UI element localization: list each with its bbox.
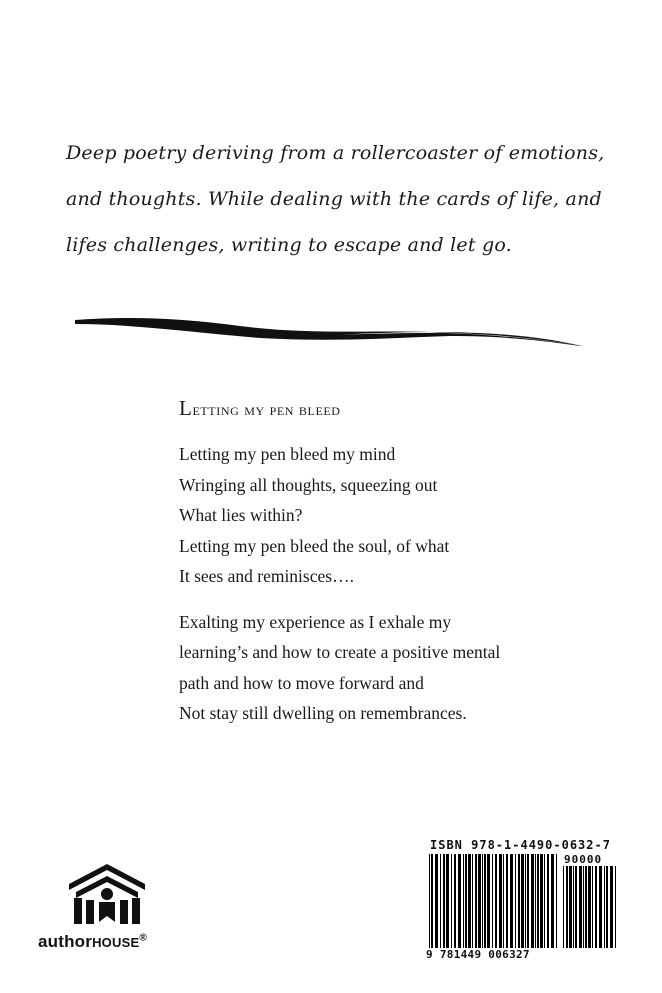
isbn-barcode <box>424 836 638 966</box>
barcode-bar <box>454 854 456 948</box>
publisher-name-a: author <box>38 932 93 951</box>
barcode-bar <box>468 854 471 948</box>
poem-title-rest: etting my pen bleed <box>192 400 341 419</box>
barcode-bar <box>588 866 591 948</box>
barcode-bar <box>595 866 597 948</box>
barcode-bar <box>482 854 483 948</box>
barcode-bar <box>525 854 526 948</box>
barcode-bar <box>537 854 539 948</box>
barcode-bar <box>599 866 602 948</box>
barcode-bar <box>547 854 549 948</box>
price-addon-number: 90000 <box>564 853 603 866</box>
barcode-bar <box>463 854 464 948</box>
barcode-bar <box>563 866 564 948</box>
barcode-bar <box>535 854 536 948</box>
barcode-bar <box>499 854 502 948</box>
publisher-name-b: HOUSE <box>92 935 140 950</box>
barcode-bar <box>531 854 534 948</box>
barcode-bar <box>544 854 545 948</box>
barcode-bar <box>604 866 605 948</box>
barcode-bar <box>435 854 438 948</box>
poem-line: path and how to move forward and <box>179 672 424 693</box>
barcode-bar <box>495 854 497 948</box>
barcode-bar <box>606 866 608 948</box>
barcode-bar <box>515 854 516 948</box>
barcode-bar <box>492 854 493 948</box>
barcode-bar <box>446 854 449 948</box>
poem-line: Exalting my experience as I exhale my <box>179 611 452 632</box>
poem-title-initial: L <box>179 396 193 420</box>
barcode-bar <box>429 854 430 948</box>
poem-line: learning’s and how to create a positive mental <box>179 642 501 662</box>
barcode-bar <box>521 854 524 948</box>
blurb-line: and thoughts. While dealing with the cards of life, and <box>66 188 602 210</box>
ean-barcode-bars <box>428 854 560 948</box>
barcode-bar <box>465 854 467 948</box>
isbn-number: ISBN 978-1-4490-0632-7 <box>430 838 611 852</box>
addon-barcode-bars <box>562 866 618 948</box>
blurb-line: Deep poetry deriving from a rollercoaster of emotions, <box>66 142 605 164</box>
poem-line: It sees and reminisces…. <box>179 566 354 586</box>
blurb-line: lifes challenges, writing to escape and let go. <box>66 234 512 256</box>
barcode-bar <box>431 854 433 948</box>
barcode-bar <box>615 866 616 948</box>
barcode-bar <box>585 866 587 948</box>
poem-line: What lies within? <box>179 505 303 525</box>
barcode-bar <box>527 854 529 948</box>
barcode-bar <box>575 866 577 948</box>
barcode-bar <box>487 854 490 948</box>
poem-line: Letting my pen bleed the soul, of what <box>179 535 450 556</box>
barcode-bar <box>540 854 543 948</box>
poem-title <box>179 396 619 421</box>
barcode-bar <box>592 866 593 948</box>
barcode-bar <box>472 854 473 948</box>
barcode-bar <box>518 854 520 948</box>
barcode-bar <box>566 866 568 948</box>
back-cover-blurb <box>66 130 626 268</box>
authorhouse-logo-icon <box>66 862 148 928</box>
poem <box>179 396 619 729</box>
barcode-bar <box>579 866 582 948</box>
barcode-bar <box>484 854 486 948</box>
barcode-bar <box>510 854 513 948</box>
poem-stanza-2 <box>179 607 619 729</box>
barcode-bar <box>443 854 445 948</box>
barcode-bar <box>440 854 441 948</box>
barcode-digits: 9 781449 006327 <box>426 948 530 961</box>
barcode-bar <box>556 854 557 948</box>
poem-line: Not stay still dwelling on remembrances. <box>179 703 467 723</box>
barcode-bar <box>573 866 574 948</box>
barcode-bar <box>583 866 584 948</box>
barcode-bar <box>478 854 481 948</box>
barcode-bar <box>551 854 554 948</box>
barcode-bar <box>503 854 504 948</box>
poem-stanza-1 <box>179 439 619 592</box>
poem-line: Wringing all thoughts, squeezing out <box>179 474 438 495</box>
barcode-bar <box>569 866 572 948</box>
publisher-name <box>38 932 147 952</box>
barcode-bar <box>506 854 508 948</box>
barcode-bar <box>451 854 452 948</box>
barcode-bar <box>610 866 613 948</box>
barcode-bar <box>475 854 477 948</box>
barcode-bar <box>458 854 461 948</box>
registered-mark: ® <box>139 932 147 944</box>
poem-line: Letting my pen bleed my mind <box>179 444 396 464</box>
swash-divider <box>70 308 590 356</box>
